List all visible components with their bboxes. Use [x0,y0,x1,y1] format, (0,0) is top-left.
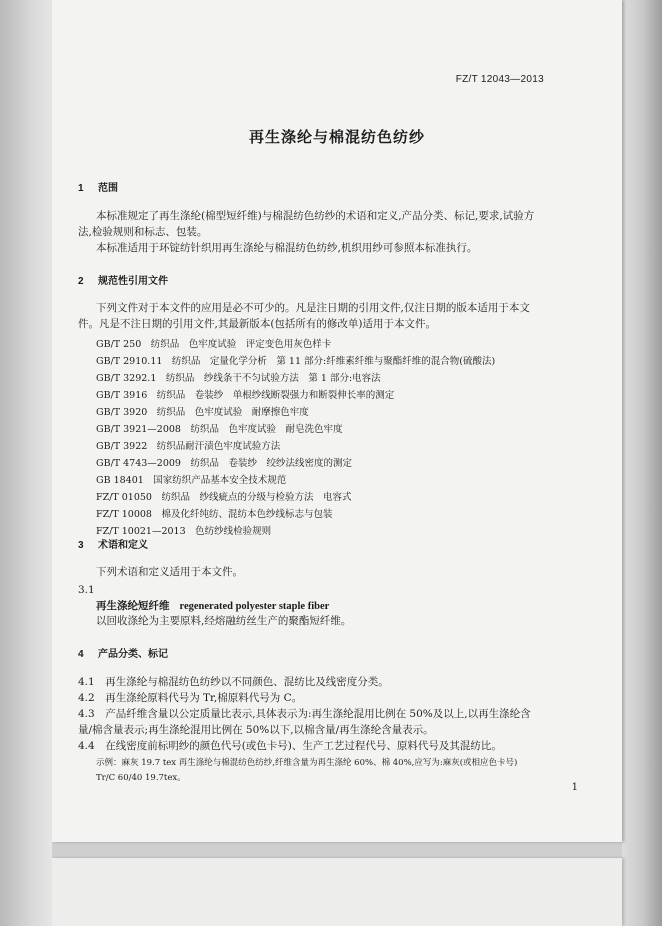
reference-item: GB/T 250 纺织品 色牢度试验 评定变色用灰色样卡 [96,339,332,350]
normative-intro-line-2: 件。凡是不注日期的引用文件,其最新版本(包括所有的修改单)适用于本文件。 [78,318,437,330]
clause-4-3-line-1: 4.3 产品纤维含量以公定质量比表示,具体表示为:再生涤纶混用比例在 50%及以上,以再生涤纶含 [78,708,531,720]
reference-item: GB/T 2910.11 纺织品 定量化学分析 第 11 部分:纤维素纤维与聚酯纤维的混合物(硫酸法) [96,356,496,367]
terms-intro: 下列术语和定义适用于本文件。 [96,566,243,578]
clause-4-1: 4.1 再生涤纶与棉混纺色纺纱以不同颜色、混纺比及线密度分类。 [78,676,389,688]
example-line-1: 示例：麻灰 19.7 tex 再生涤纶与棉混纺色纺纱,纤维含量为再生涤纶 60%、棉 40%,应写为:麻灰(或相应色卡号) [96,758,518,768]
clause-4-3-line-2: 量/棉含量表示;再生涤纶混用比例在 50%以下,以棉含量/再生涤纶含量表示。 [78,724,434,736]
clause-4-4: 4.4 在线密度前标明纱的颜色代号(或色卡号)、生产工艺过程代号、原料代号及其混纺比。 [78,740,502,752]
clause-4-2: 4.2 再生涤纶原料代号为 Tr,棉原料代号为 C。 [78,692,303,704]
reference-item: GB/T 3292.1 纺织品 纱线条干不匀试验方法 第 1 部分:电容法 [96,373,381,384]
section-1-heading [78,179,118,194]
document-page [52,0,622,842]
section-number: 1 [78,183,84,194]
section-number: 4 [78,649,84,660]
reference-item: FZ/T 01050 纺织品 纱线疵点的分级与检验方法 电容式 [96,492,352,503]
scope-paragraph-1-line-2: 法,检验规则和标志、包装。 [78,226,208,238]
scope-paragraph-1-line-1: 本标准规定了再生涤纶(棉型短纤维)与棉混纺色纺纱的术语和定义,产品分类、标记,要求,试验方 [96,210,535,222]
section-title: 产品分类、标记 [98,649,168,660]
section-title: 规范性引用文件 [98,276,168,287]
scan-edge-left [0,0,52,926]
normative-intro-line-1: 下列文件对于本文件的应用是必不可少的。凡是注日期的引用文件,仅注日期的版本适用于本文 [96,302,530,314]
reference-item: GB 18401 国家纺织产品基本安全技术规范 [96,475,287,486]
document-title: 再生涤纶与棉混纺色纺纱 [248,128,425,146]
scan-edge-right [622,0,662,926]
reference-item: GB/T 4743—2009 纺织品 卷装纱 绞纱法线密度的测定 [96,458,352,469]
section-3-heading [78,536,148,551]
document-number: FZ/T 12043—2013 [455,74,544,85]
reference-item: GB/T 3922 纺织品耐汗渍色牢度试验方法 [96,441,281,452]
reference-item: FZ/T 10021—2013 色纺纱线检验规则 [96,526,272,537]
next-page-edge [52,858,622,926]
reference-item: FZ/T 10008 棉及化纤纯纺、混纺本色纱线标志与包装 [96,509,333,520]
reference-item: GB/T 3916 纺织品 卷装纱 单根纱线断裂强力和断裂伸长率的测定 [96,390,395,401]
scope-paragraph-2: 本标准适用于环锭纺针织用再生涤纶与棉混纺色纺纱,机织用纱可参照本标准执行。 [96,242,478,254]
reference-item: GB/T 3920 纺织品 色牢度试验 耐摩擦色牢度 [96,407,309,418]
section-number: 2 [78,276,84,287]
example-line-2: Tr/C 60/40 19.7tex。 [96,773,186,783]
section-title: 术语和定义 [98,540,148,551]
term-clause-number: 3.1 [78,584,95,596]
term-english: regenerated polyester staple fiber [179,601,330,612]
term-chinese: 再生涤纶短纤维 [96,600,170,612]
section-title: 范围 [98,183,118,194]
section-number: 3 [78,540,84,551]
reference-item: GB/T 3921—2008 纺织品 色牢度试验 耐皂洗色牢度 [96,424,343,435]
term-definition: 以回收涤纶为主要原料,经熔融纺丝生产的聚酯短纤维。 [96,615,352,627]
section-4-heading [78,645,168,660]
page-number: 1 [571,782,578,793]
section-2-heading [78,272,168,287]
